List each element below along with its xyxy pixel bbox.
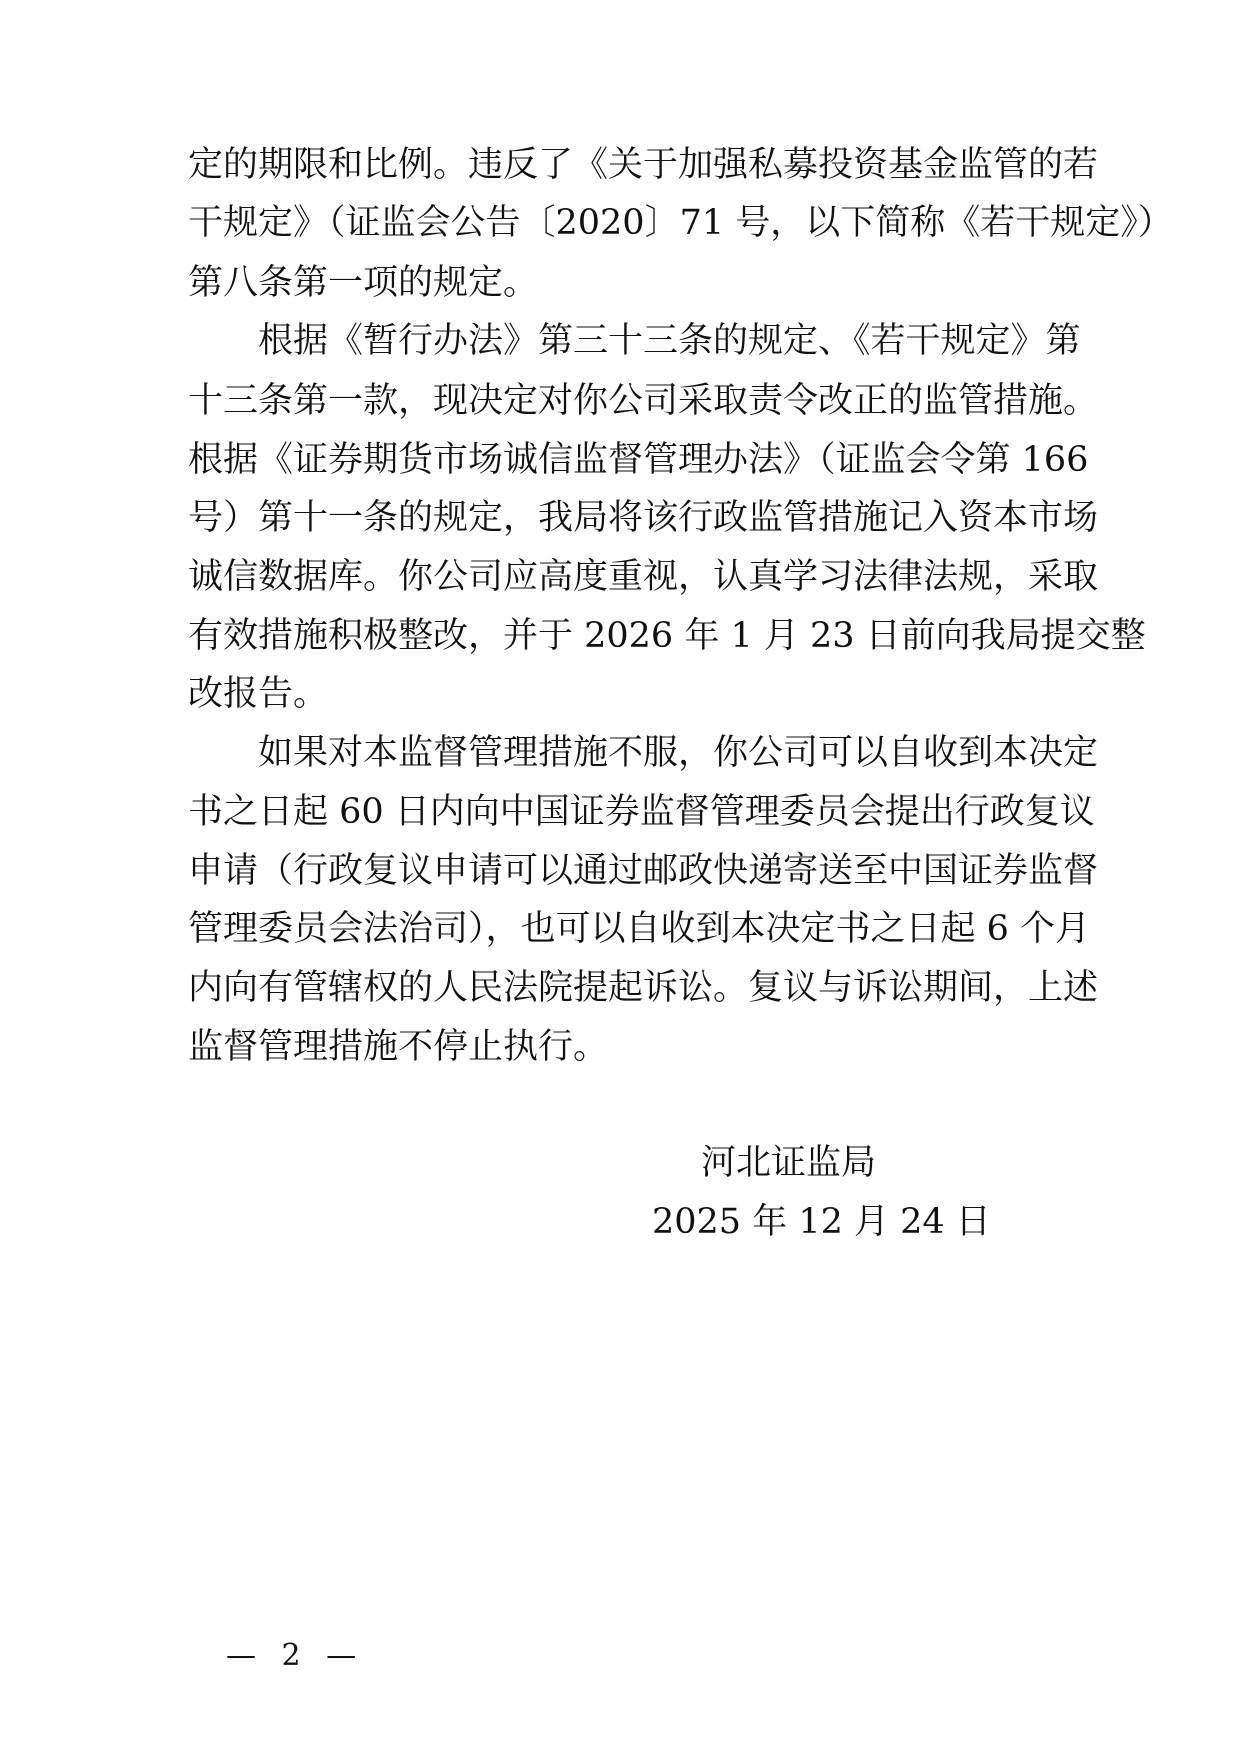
body-line: 十三条第一款，现决定对你公司采取责令改正的监管措施。: [188, 381, 1099, 421]
body-line: 定的期限和比例。违反了《关于加强私募投资基金监管的若: [188, 145, 1099, 185]
body-line: 根据《暂行办法》第三十三条的规定、《若干规定》第: [258, 321, 1081, 361]
body-line: 诚信数据库。你公司应高度重视，认真学习法律法规，采取: [188, 557, 1099, 597]
issuer-name: 河北证监局: [701, 1143, 877, 1183]
page-number: — 2 —: [226, 1638, 365, 1673]
body-line: 号）第十一条的规定，我局将该行政监管措施记入资本市场: [188, 498, 1099, 538]
body-line: 如果对本监督管理措施不服，你公司可以自收到本决定: [258, 733, 1099, 773]
body-line: 改报告。: [188, 674, 329, 714]
body-line: 有效措施积极整改，并于 2026 年 1 月 23 日前向我局提交整: [188, 616, 1146, 656]
body-line: 监督管理措施不停止执行。: [188, 1027, 609, 1067]
body-line: 根据《证券期货市场诚信监督管理办法》（证监会令第 166: [188, 440, 1089, 480]
body-line: 内向有管辖权的人民法院提起诉讼。复议与诉讼期间，上述: [188, 968, 1099, 1008]
body-line: 管理委员会法治司），也可以自收到本决定书之日起 6 个月: [188, 909, 1091, 949]
body-line: 书之日起 60 日内向中国证券监督管理委员会提出行政复议: [188, 792, 1095, 832]
body-line: 申请（行政复议申请可以通过邮政快递寄送至中国证券监督: [188, 851, 1099, 891]
issue-date: 2025 年 12 月 24 日: [652, 1202, 991, 1242]
body-line: 干规定》（证监会公告〔2020〕71 号，以下简称《若干规定》）: [188, 203, 1173, 243]
body-line: 第八条第一项的规定。: [188, 263, 539, 303]
